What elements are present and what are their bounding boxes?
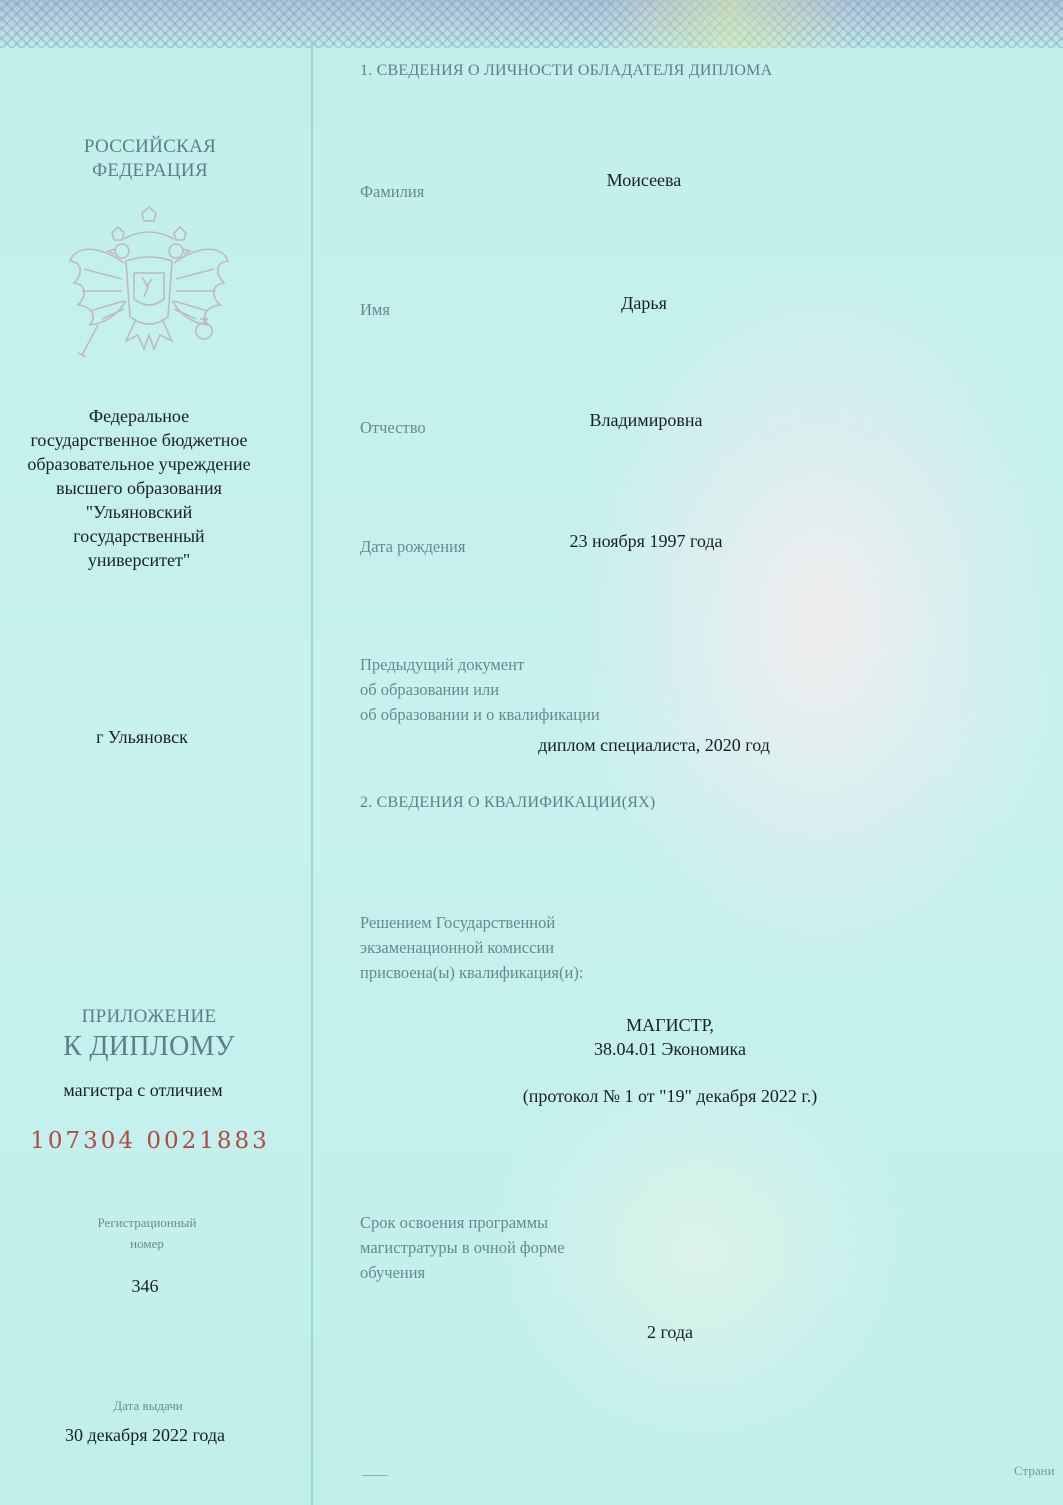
appendix-title-line1: ПРИЛОЖЕНИЕ bbox=[81, 1006, 217, 1027]
qualification-value: МАГИСТР, bbox=[626, 1015, 714, 1035]
study-duration-value: 2 года bbox=[646, 1322, 694, 1342]
commission-decision-label-line: экзаменационной комиссии bbox=[360, 938, 555, 957]
footer-rule bbox=[362, 1475, 388, 1476]
section1-heading: 1. СВЕДЕНИЯ О ЛИЧНОСТИ ОБЛАДАТЕЛЯ ДИПЛОМА bbox=[360, 62, 773, 79]
appendix-title-line2: К ДИПЛОМУ bbox=[63, 1031, 235, 1062]
serial-number: 107304 0021883 bbox=[30, 1128, 270, 1154]
page-number-hint: Страни bbox=[1014, 1463, 1055, 1478]
left-panel bbox=[0, 0, 311, 1505]
surname-label: Фамилия bbox=[360, 182, 425, 201]
name-label: Имя bbox=[360, 300, 390, 319]
degree-level: магистра с отличием bbox=[63, 1080, 223, 1100]
institution-line: "Ульяновский bbox=[85, 502, 193, 522]
issue-date-label: Дата выдачи bbox=[113, 1398, 183, 1413]
issue-date: 30 декабря 2022 года bbox=[64, 1425, 226, 1445]
institution-line: университет" bbox=[87, 550, 191, 570]
double-headed-eagle-emblem-icon bbox=[64, 205, 234, 375]
study-duration-label bbox=[360, 1210, 565, 1285]
registration-number: 346 bbox=[131, 1276, 159, 1296]
birth-date-label: Дата рождения bbox=[360, 537, 466, 556]
country-title bbox=[0, 135, 300, 183]
previous-document-label-line: об образовании и о квалификации bbox=[360, 705, 600, 724]
section2-heading: 2. СВЕДЕНИЯ О КВАЛИФИКАЦИИ(ЯХ) bbox=[360, 794, 656, 811]
institution-line: государственный bbox=[73, 526, 205, 546]
commission-decision-label bbox=[360, 910, 583, 985]
patronymic-label: Отчество bbox=[360, 418, 426, 437]
surname-value: Моисеева bbox=[606, 170, 682, 190]
country-line: РОССИЙСКАЯ bbox=[83, 136, 217, 157]
institution-line: высшего образования bbox=[56, 478, 222, 498]
specialty-value: 38.04.01 Экономика bbox=[594, 1039, 746, 1059]
fold-divider bbox=[311, 40, 313, 1505]
previous-document-label-line: об образовании или bbox=[360, 680, 500, 699]
previous-document-label bbox=[360, 652, 600, 727]
registration-label bbox=[0, 1212, 294, 1254]
city: г Ульяновск bbox=[96, 727, 188, 747]
previous-document-label-line: Предыдущий документ bbox=[360, 655, 525, 674]
commission-decision-label-line: присвоена(ы) квалификация(и): bbox=[360, 963, 584, 982]
institution-line: образовательное учреждение bbox=[27, 454, 251, 474]
protocol-value: (протокол № 1 от "19" декабря 2022 г.) bbox=[522, 1086, 818, 1106]
registration-label-line: Регистрационный bbox=[97, 1215, 197, 1230]
name-value: Дарья bbox=[621, 293, 667, 313]
study-duration-label-line: Срок освоения программы bbox=[360, 1213, 549, 1232]
institution-line: Федеральное bbox=[88, 406, 190, 426]
institution-name bbox=[0, 404, 278, 572]
commission-decision-label-line: Решением Государственной bbox=[360, 913, 556, 932]
country-line: ФЕДЕРАЦИЯ bbox=[92, 160, 208, 181]
study-duration-label-line: магистратуры в очной форме bbox=[360, 1238, 565, 1257]
registration-label-line: номер bbox=[130, 1236, 164, 1251]
patronymic-value: Владимировна bbox=[589, 410, 703, 430]
previous-document-value: диплом специалиста, 2020 год bbox=[538, 735, 770, 755]
study-duration-label-line: обучения bbox=[360, 1263, 426, 1282]
institution-line: государственное бюджетное bbox=[30, 430, 248, 450]
birth-date-value: 23 ноября 1997 года bbox=[569, 531, 723, 551]
